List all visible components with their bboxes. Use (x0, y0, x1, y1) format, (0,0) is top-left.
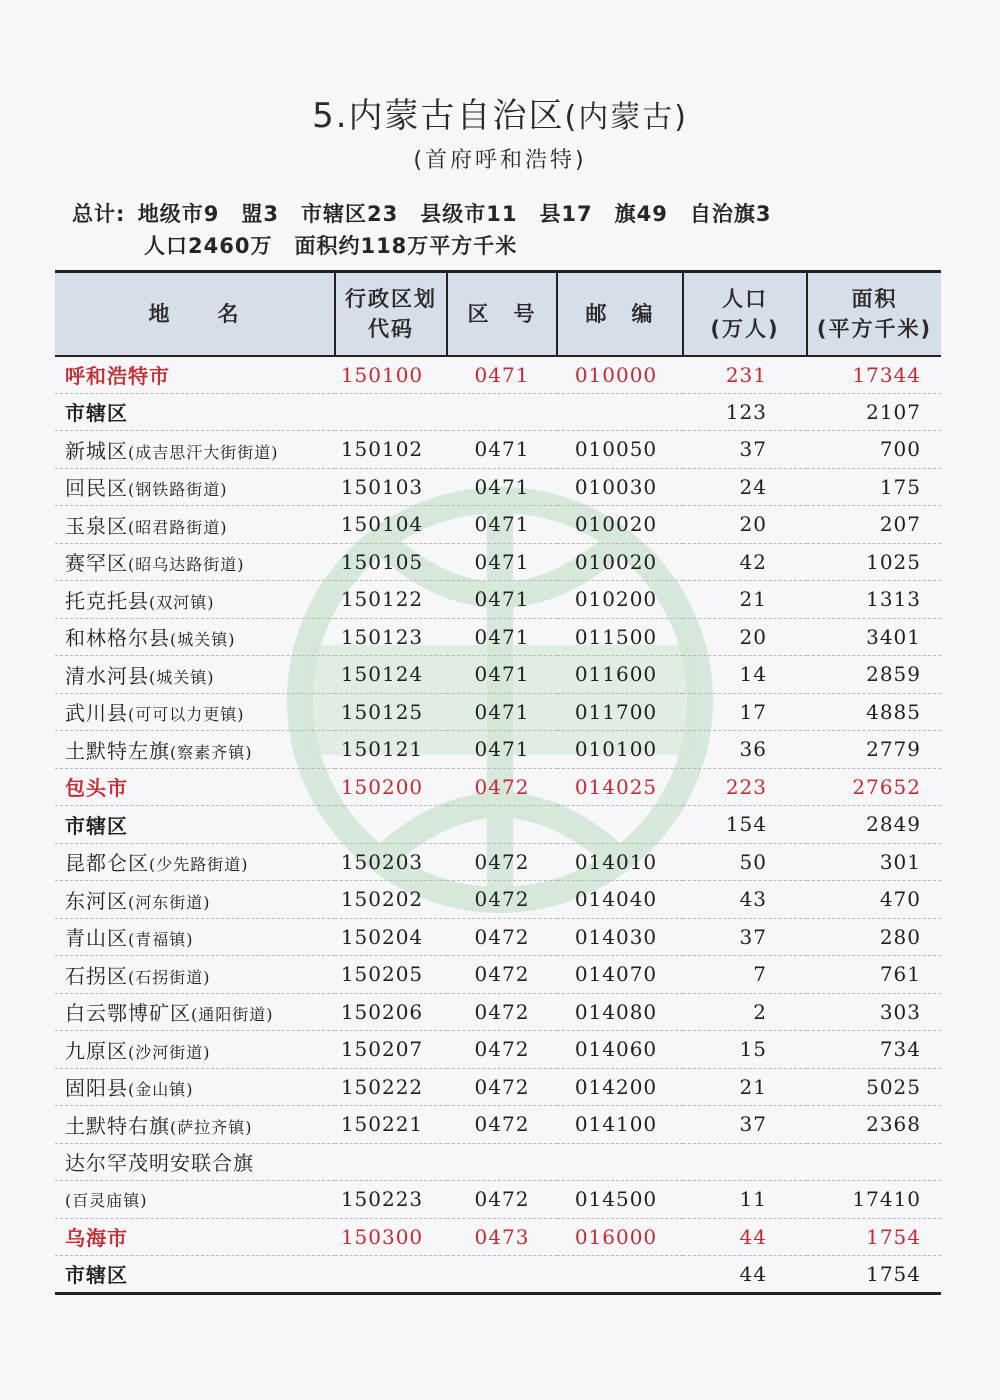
seat-name: (少先路街道) (149, 855, 249, 875)
place-name: 呼和浩特市 (65, 364, 170, 388)
cell-division-code: 150203 (340, 849, 424, 874)
cell-population: 42 (739, 549, 767, 574)
cell-place-name (55, 581, 335, 619)
table-row (55, 1143, 941, 1181)
cell-area-code: 0471 (474, 624, 530, 649)
cell-area: 1754 (866, 1224, 921, 1249)
cell-division-code: 150221 (340, 1112, 424, 1137)
place-name: 石拐区 (65, 963, 128, 988)
table-row (55, 1181, 941, 1219)
summary-line-1 (72, 198, 794, 230)
cell-area-code: 0471 (474, 699, 530, 724)
seat-name: (钢铁路街道) (128, 480, 228, 500)
cell-area: 1025 (866, 549, 921, 574)
cell-postcode: 016000 (574, 1224, 658, 1249)
title-main: 5.内蒙古自治区 (312, 96, 565, 136)
table-row (55, 543, 941, 581)
seat-name: (昭乌达路街道) (128, 555, 245, 575)
cell-postcode: 014070 (574, 962, 658, 987)
cell-area-code (447, 1143, 557, 1181)
admin-division-table (55, 270, 941, 1295)
cell-division-code: 150222 (340, 1074, 424, 1099)
cell-place-name (55, 1256, 335, 1294)
cell-postcode: 010000 (574, 362, 658, 387)
cell-area-code: 0472 (474, 999, 530, 1024)
header-pop: 人口 (万人) (683, 272, 807, 356)
cell-division-code: 150207 (340, 1037, 424, 1062)
cell-area: 2849 (866, 812, 921, 837)
seat-name: (百灵庙镇) (65, 1191, 148, 1211)
table-row (55, 993, 941, 1031)
cell-place-name (55, 1068, 335, 1106)
cell-postcode (557, 806, 683, 844)
cell-area: 1313 (866, 587, 921, 612)
cell-postcode: 014200 (574, 1074, 658, 1099)
table-body (55, 356, 941, 1294)
table-row (55, 656, 941, 694)
cell-area-code: 0472 (474, 1112, 530, 1137)
cell-division-code: 150105 (340, 549, 424, 574)
cell-population: 50 (739, 849, 767, 874)
place-name: 包头市 (65, 776, 128, 801)
cell-postcode: 014010 (574, 849, 658, 874)
district-subtotal-row (55, 1256, 941, 1294)
place-name: 市辖区 (65, 813, 128, 838)
district-subtotal-row (55, 393, 941, 431)
summary-item: 县级市11 (420, 202, 518, 226)
cell-division-code (335, 393, 447, 431)
cell-population: 223 (725, 774, 767, 799)
cell-postcode (557, 393, 683, 431)
place-name: 新城区 (65, 438, 128, 463)
cell-population: 21 (739, 1074, 767, 1099)
cell-postcode: 014025 (574, 774, 658, 799)
cell-area: 280 (879, 924, 921, 949)
cell-area: 17344 (852, 362, 921, 387)
cell-area-code: 0471 (474, 437, 530, 462)
seat-name: (城关镇) (149, 667, 215, 687)
summary-item: 地级市9 (137, 202, 220, 226)
summary-item: 面积约118万平方千米 (294, 234, 518, 258)
cell-division-code (335, 1256, 447, 1294)
table-header-row (55, 272, 941, 356)
place-name: 昆都仑区 (65, 851, 149, 876)
cell-division-code: 150123 (340, 624, 424, 649)
cell-area-code: 0471 (474, 737, 530, 762)
cell-place-name (55, 1218, 335, 1256)
place-name: 白云鄂博矿区 (65, 1001, 191, 1026)
header-name: 地 名 (148, 301, 241, 326)
title-suffix: (内蒙古) (564, 100, 688, 135)
page-subtitle: (首府呼和浩特) (413, 148, 587, 173)
summary-label: 总计: (72, 202, 126, 226)
cell-area-code: 0471 (474, 662, 530, 687)
table-row (55, 1031, 941, 1069)
cell-area-code: 0471 (474, 474, 530, 499)
cell-population: 44 (739, 1224, 767, 1249)
place-name: 武川县 (65, 701, 128, 726)
cell-area: 3401 (866, 624, 921, 649)
cell-area-code (447, 393, 557, 431)
cell-population: 20 (739, 624, 767, 649)
cell-division-code: 150103 (340, 474, 424, 499)
place-name: 和林格尔县 (65, 626, 170, 651)
cell-area-code (447, 1256, 557, 1294)
table-row (55, 731, 941, 769)
cell-area: 301 (879, 849, 921, 874)
cell-area: 4885 (866, 699, 921, 724)
header-size: 面积 (平方千米) (807, 272, 941, 356)
cell-population: 11 (739, 1187, 767, 1212)
table-row (55, 1068, 941, 1106)
cell-population: 17 (739, 699, 767, 724)
cell-population: 37 (739, 924, 767, 949)
cell-area-code: 0472 (474, 962, 530, 987)
cell-division-code (335, 1143, 447, 1181)
place-name: 市辖区 (65, 401, 128, 426)
table-row (55, 881, 941, 919)
cell-postcode: 014030 (574, 924, 658, 949)
cell-area: 2779 (866, 737, 921, 762)
summary-item: 人口2460万 (144, 234, 273, 258)
cell-population: 21 (739, 587, 767, 612)
cell-population: 36 (739, 737, 767, 762)
cell-place-name (55, 1106, 335, 1144)
cell-place-name (55, 956, 335, 994)
cell-postcode: 014080 (574, 999, 658, 1024)
cell-division-code (335, 806, 447, 844)
place-name: 赛罕区 (65, 551, 128, 576)
table-row (55, 431, 941, 469)
table-row (55, 468, 941, 506)
seat-name: (河东街道) (128, 892, 211, 912)
cell-population: 7 (753, 962, 767, 987)
page-title (0, 88, 1000, 137)
cell-area: 2368 (866, 1112, 921, 1137)
cell-postcode: 011500 (574, 624, 658, 649)
district-subtotal-row (55, 806, 941, 844)
cell-population (683, 1143, 807, 1181)
cell-place-name (55, 768, 335, 806)
cell-place-name (55, 468, 335, 506)
place-name: 乌海市 (65, 1226, 128, 1251)
seat-name: (双河镇) (149, 592, 215, 612)
cell-area-code: 0472 (474, 1074, 530, 1099)
cell-area-code: 0471 (474, 549, 530, 574)
cell-area-code: 0472 (474, 1037, 530, 1062)
cell-area (807, 1143, 941, 1181)
cell-division-code: 150125 (340, 699, 424, 724)
cell-population: 123 (725, 399, 767, 424)
cell-area-code: 0472 (474, 1187, 530, 1212)
cell-postcode (557, 1143, 683, 1181)
place-name: 回民区 (65, 476, 128, 501)
cell-place-name (55, 918, 335, 956)
seat-name: (昭君路街道) (128, 517, 228, 537)
cell-division-code: 150223 (340, 1187, 424, 1212)
cell-place-name (55, 506, 335, 544)
table-row (55, 843, 941, 881)
cell-division-code: 150205 (340, 962, 424, 987)
summary-item: 自治旗3 (689, 202, 772, 226)
cell-area-code: 0472 (474, 887, 530, 912)
cell-postcode: 010050 (574, 437, 658, 462)
cell-postcode: 011700 (574, 699, 658, 724)
cell-area: 175 (879, 474, 921, 499)
place-name: 青山区 (65, 926, 128, 951)
header-code: 行政区划 代码 (335, 272, 447, 356)
cell-area: 27652 (852, 774, 921, 799)
place-name: 固阳县 (65, 1076, 128, 1101)
summary-block (72, 198, 794, 262)
cell-place-name (55, 1031, 335, 1069)
place-name: 土默特右旗 (65, 1113, 170, 1138)
cell-division-code: 150122 (340, 587, 424, 612)
cell-place-name (55, 693, 335, 731)
cell-area: 470 (879, 887, 921, 912)
cell-area: 761 (879, 962, 921, 987)
cell-division-code: 150202 (340, 887, 424, 912)
cell-postcode (557, 1256, 683, 1294)
summary-item: 盟3 (241, 202, 279, 226)
place-name: 清水河县 (65, 663, 149, 688)
cell-place-name (55, 543, 335, 581)
cell-place-name (55, 1181, 335, 1219)
cell-division-code: 150124 (340, 662, 424, 687)
cell-population: 14 (739, 662, 767, 687)
cell-area-code: 0471 (474, 587, 530, 612)
cell-postcode: 014060 (574, 1037, 658, 1062)
cell-population: 2 (753, 999, 767, 1024)
seat-name: (察素齐镇) (170, 742, 253, 762)
table-row (55, 618, 941, 656)
place-name: 市辖区 (65, 1263, 128, 1288)
cell-population: 37 (739, 437, 767, 462)
cell-place-name (55, 356, 335, 394)
place-name: 九原区 (65, 1038, 128, 1063)
city-row (55, 356, 941, 394)
cell-area: 734 (879, 1037, 921, 1062)
cell-place-name (55, 843, 335, 881)
cell-population: 43 (739, 887, 767, 912)
summary-item: 县17 (539, 202, 593, 226)
seat-name: (萨拉齐镇) (170, 1117, 253, 1137)
seat-name: (成吉思汗大街街道) (128, 442, 279, 462)
table-row (55, 581, 941, 619)
cell-postcode: 014100 (574, 1112, 658, 1137)
cell-division-code: 150206 (340, 999, 424, 1024)
place-name: 玉泉区 (65, 513, 128, 538)
cell-place-name (55, 431, 335, 469)
summary-item: 旗49 (614, 202, 668, 226)
cell-area: 207 (879, 512, 921, 537)
table-row (55, 693, 941, 731)
seat-name: (青福镇) (128, 930, 194, 950)
cell-place-name (55, 656, 335, 694)
seat-name: (可可以力更镇) (128, 705, 245, 725)
place-name: 土默特左旗 (65, 738, 170, 763)
place-name: 托克托县 (65, 588, 149, 613)
cell-area-code: 0472 (474, 849, 530, 874)
cell-postcode: 011600 (574, 662, 658, 687)
cell-area: 5025 (866, 1074, 921, 1099)
cell-area: 17410 (852, 1187, 921, 1212)
summary-item: 市辖区23 (300, 202, 399, 226)
cell-postcode: 010020 (574, 512, 658, 537)
cell-area-code: 0473 (474, 1224, 530, 1249)
cell-division-code: 150121 (340, 737, 424, 762)
cell-division-code: 150100 (340, 362, 424, 387)
cell-area-code: 0471 (474, 512, 530, 537)
cell-place-name (55, 731, 335, 769)
cell-postcode: 010020 (574, 549, 658, 574)
cell-division-code: 150300 (340, 1224, 424, 1249)
cell-area: 2859 (866, 662, 921, 687)
seat-name: (通阳街道) (191, 1005, 274, 1025)
cell-area: 303 (879, 999, 921, 1024)
place-name: 达尔罕茂明安联合旗 (65, 1151, 254, 1176)
cell-population: 154 (725, 812, 767, 837)
cell-place-name (55, 1143, 335, 1181)
seat-name: (金山镇) (128, 1080, 194, 1100)
seat-name: (石拐街道) (128, 967, 211, 987)
seat-name: (沙河街道) (128, 1042, 211, 1062)
cell-population: 44 (739, 1261, 767, 1286)
cell-division-code: 150104 (340, 512, 424, 537)
cell-place-name (55, 993, 335, 1031)
table-row (55, 918, 941, 956)
cell-population: 24 (739, 474, 767, 499)
cell-division-code: 150102 (340, 437, 424, 462)
cell-place-name (55, 618, 335, 656)
cell-area: 700 (879, 437, 921, 462)
cell-population: 15 (739, 1037, 767, 1062)
cell-population: 20 (739, 512, 767, 537)
cell-postcode: 010030 (574, 474, 658, 499)
cell-area: 2107 (866, 399, 921, 424)
cell-population: 37 (739, 1112, 767, 1137)
cell-place-name (55, 881, 335, 919)
city-row (55, 768, 941, 806)
cell-area-code: 0471 (474, 362, 530, 387)
table-row (55, 956, 941, 994)
cell-area: 1754 (866, 1261, 921, 1286)
place-name: 东河区 (65, 888, 128, 913)
cell-division-code: 150204 (340, 924, 424, 949)
cell-division-code: 150200 (340, 774, 424, 799)
city-row (55, 1218, 941, 1256)
summary-line-2 (72, 230, 794, 262)
cell-population: 231 (725, 362, 767, 387)
cell-postcode: 014040 (574, 887, 658, 912)
cell-place-name (55, 806, 335, 844)
header-post: 邮 编 (557, 272, 683, 356)
cell-postcode: 010200 (574, 587, 658, 612)
cell-area-code: 0472 (474, 774, 530, 799)
cell-area-code: 0472 (474, 924, 530, 949)
cell-place-name (55, 393, 335, 431)
cell-postcode: 014500 (574, 1187, 658, 1212)
cell-postcode: 010100 (574, 737, 658, 762)
table-row (55, 1106, 941, 1144)
table-row (55, 506, 941, 544)
cell-area-code (447, 806, 557, 844)
header-area-code: 区 号 (447, 272, 557, 356)
seat-name: (城关镇) (170, 630, 236, 650)
